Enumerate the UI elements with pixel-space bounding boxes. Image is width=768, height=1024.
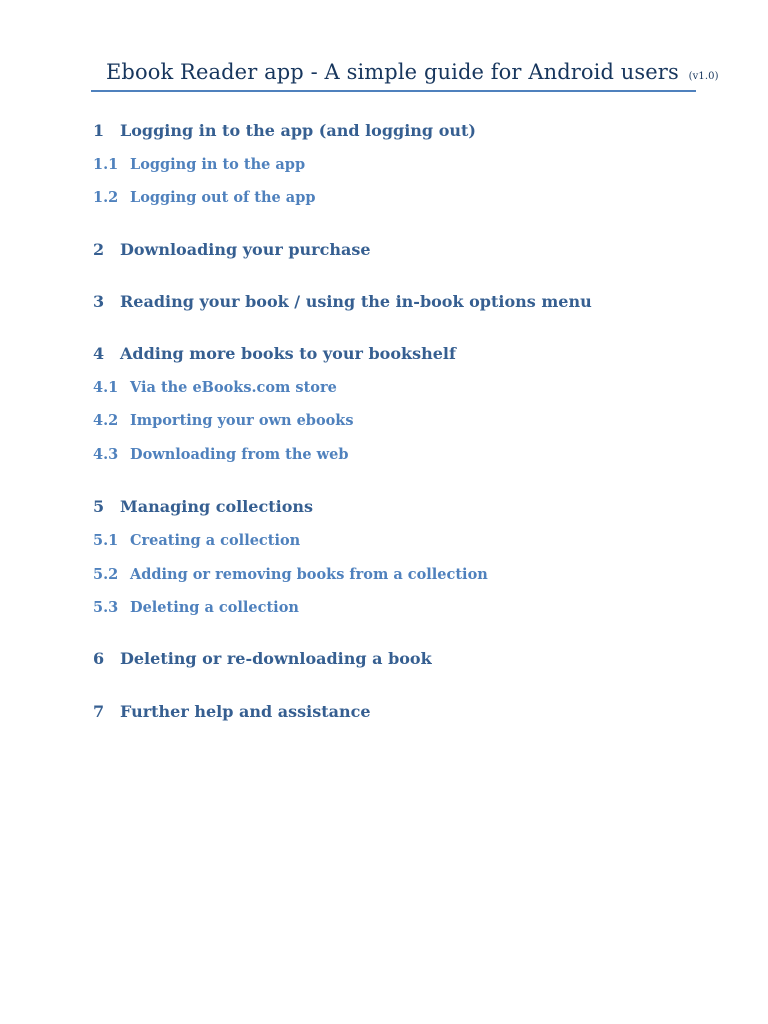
toc-number: 5.3 [93, 599, 119, 616]
toc-entry-5-2[interactable] [93, 566, 488, 583]
toc-number: 7 [93, 702, 105, 721]
version-label: (v1.0) [688, 71, 719, 82]
toc-number: 1.2 [93, 189, 119, 206]
toc-label: Adding more books to your bookshelf [120, 344, 456, 363]
toc-label: Reading your book / using the in-book options menu [120, 292, 592, 311]
toc-entry-5[interactable] [93, 497, 313, 516]
toc-entry-7[interactable] [93, 702, 371, 721]
toc-number: 5 [93, 497, 105, 516]
toc-number: 5.1 [93, 532, 119, 549]
toc-number: 4.2 [93, 412, 119, 429]
toc-entry-3[interactable] [93, 292, 592, 311]
document-title [106, 60, 719, 84]
document-title-text: Ebook Reader app - A simple guide for Android users [106, 60, 679, 84]
toc-number: 4.1 [93, 379, 119, 396]
toc-entry-6[interactable] [93, 649, 432, 668]
toc-entry-4-3[interactable] [93, 446, 349, 463]
toc-number: 5.2 [93, 566, 119, 583]
toc-number: 6 [93, 649, 105, 668]
toc-number: 1.1 [93, 156, 119, 173]
toc-entry-4-2[interactable] [93, 412, 354, 429]
toc-number: 2 [93, 240, 105, 259]
toc-entry-1-2[interactable] [93, 189, 315, 206]
toc-label: Deleting or re-downloading a book [120, 649, 432, 668]
toc-entry-1-1[interactable] [93, 156, 305, 173]
toc-label: Creating a collection [130, 532, 301, 549]
toc-number: 4 [93, 344, 105, 363]
toc-number: 1 [93, 121, 105, 140]
toc-entry-2[interactable] [93, 240, 371, 259]
toc-number: 3 [93, 292, 105, 311]
toc-number: 4.3 [93, 446, 119, 463]
toc-label: Deleting a collection [130, 599, 299, 616]
toc-label: Logging out of the app [130, 189, 316, 206]
toc-label: Downloading your purchase [120, 240, 371, 259]
toc-entry-5-3[interactable] [93, 599, 299, 616]
toc-label: Further help and assistance [120, 702, 371, 721]
toc-label: Logging in to the app [130, 156, 306, 173]
toc-label: Importing your own ebooks [130, 412, 354, 429]
toc-entry-5-1[interactable] [93, 532, 300, 549]
toc-label: Via the eBooks.com store [130, 379, 337, 396]
document-header [91, 56, 719, 92]
toc-entry-4-1[interactable] [93, 379, 337, 396]
toc-entry-4[interactable] [93, 344, 456, 363]
toc-label: Adding or removing books from a collection [130, 566, 488, 583]
toc-label: Downloading from the web [130, 446, 349, 463]
toc-label: Managing collections [120, 497, 314, 516]
toc-entry-1[interactable] [93, 121, 476, 140]
toc-label: Logging in to the app (and logging out) [120, 121, 476, 140]
